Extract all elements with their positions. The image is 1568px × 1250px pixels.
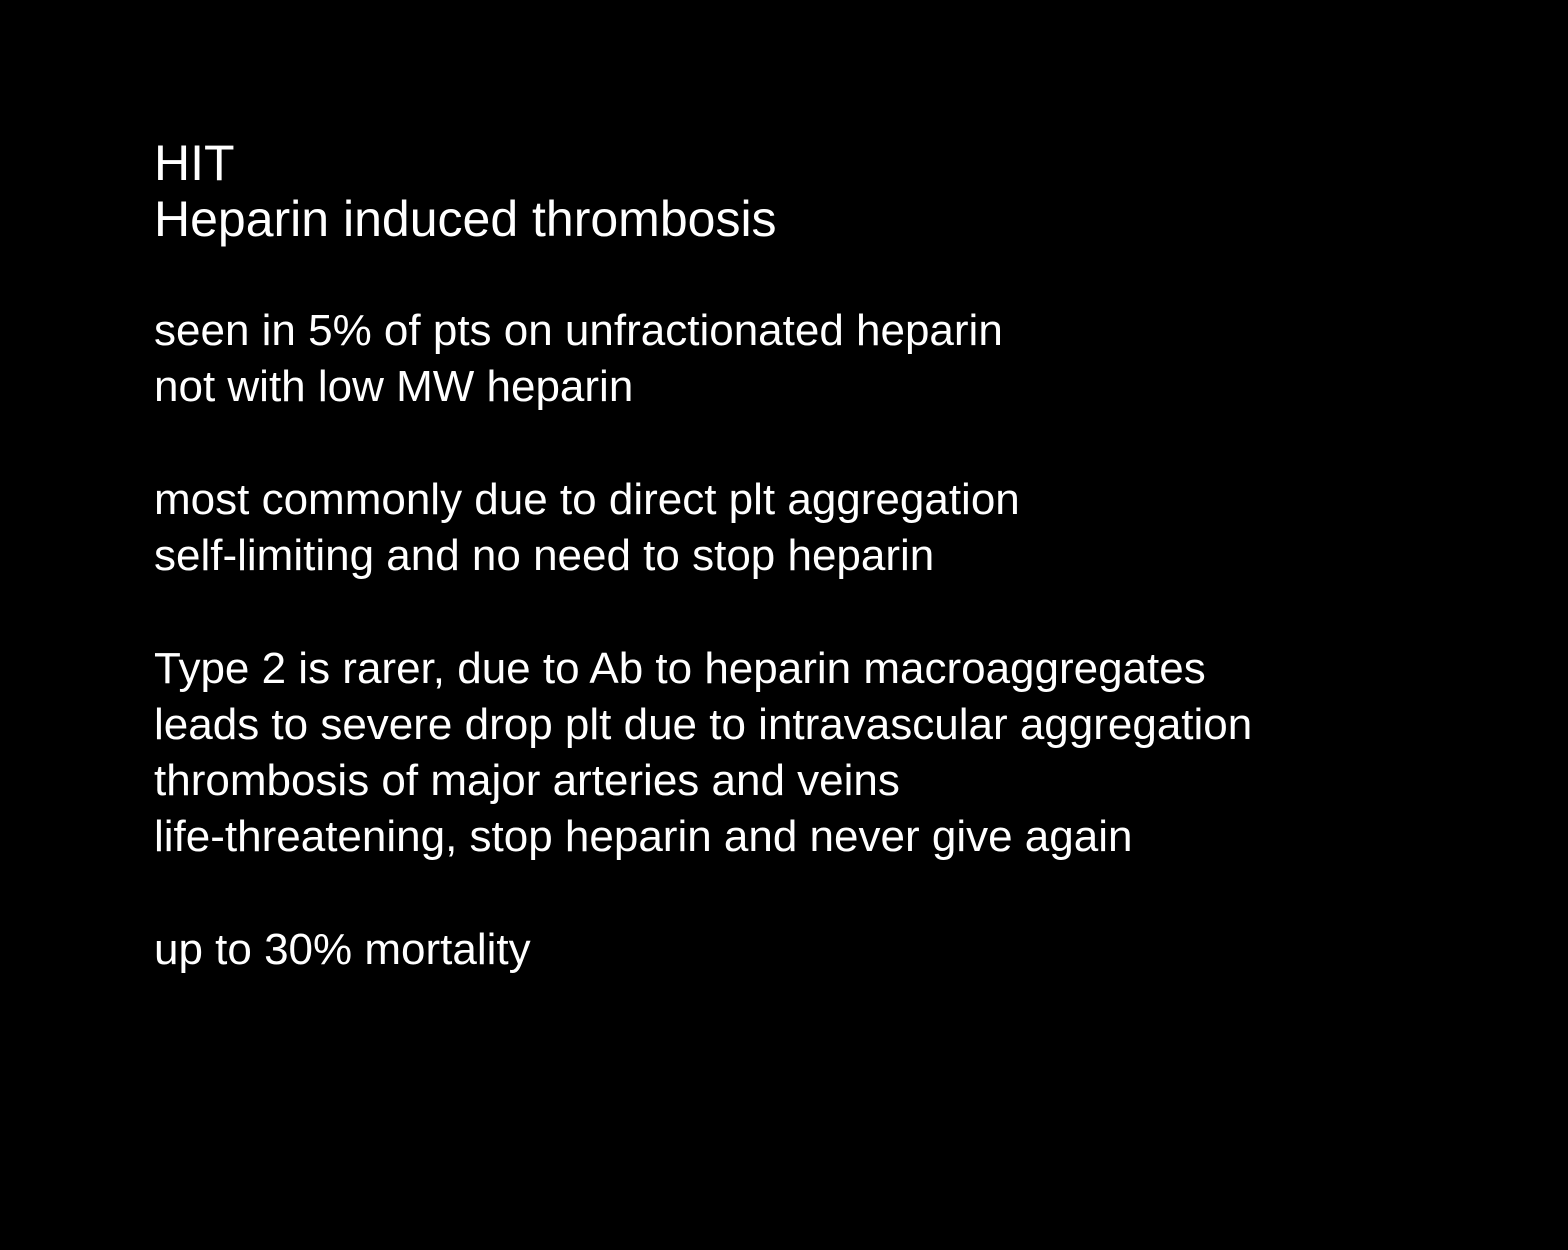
text-line: up to 30% mortality <box>154 925 531 974</box>
type1-section <box>154 472 1534 584</box>
mortality-section <box>154 922 1534 978</box>
text-line: leads to severe drop plt due to intravascular aggregation <box>154 700 1253 749</box>
text-line: thrombosis of major arteries and veins <box>154 756 900 805</box>
text-line: Type 2 is rarer, due to Ab to heparin macroaggregates <box>154 644 1206 693</box>
slide-title <box>154 135 1534 247</box>
text-line: self-limiting and no need to stop heparin <box>154 531 935 580</box>
text-line: most commonly due to direct plt aggregation <box>154 475 1020 524</box>
title-abbreviation: HIT <box>154 135 235 191</box>
text-line: life-threatening, stop heparin and never give again <box>154 812 1133 861</box>
incidence-section <box>154 303 1534 415</box>
text-line: not with low MW heparin <box>154 362 634 411</box>
type2-section <box>154 641 1534 865</box>
text-line: seen in 5% of pts on unfractionated heparin <box>154 306 1003 355</box>
title-full-name: Heparin induced thrombosis <box>154 191 777 247</box>
slide-content <box>154 135 1534 978</box>
